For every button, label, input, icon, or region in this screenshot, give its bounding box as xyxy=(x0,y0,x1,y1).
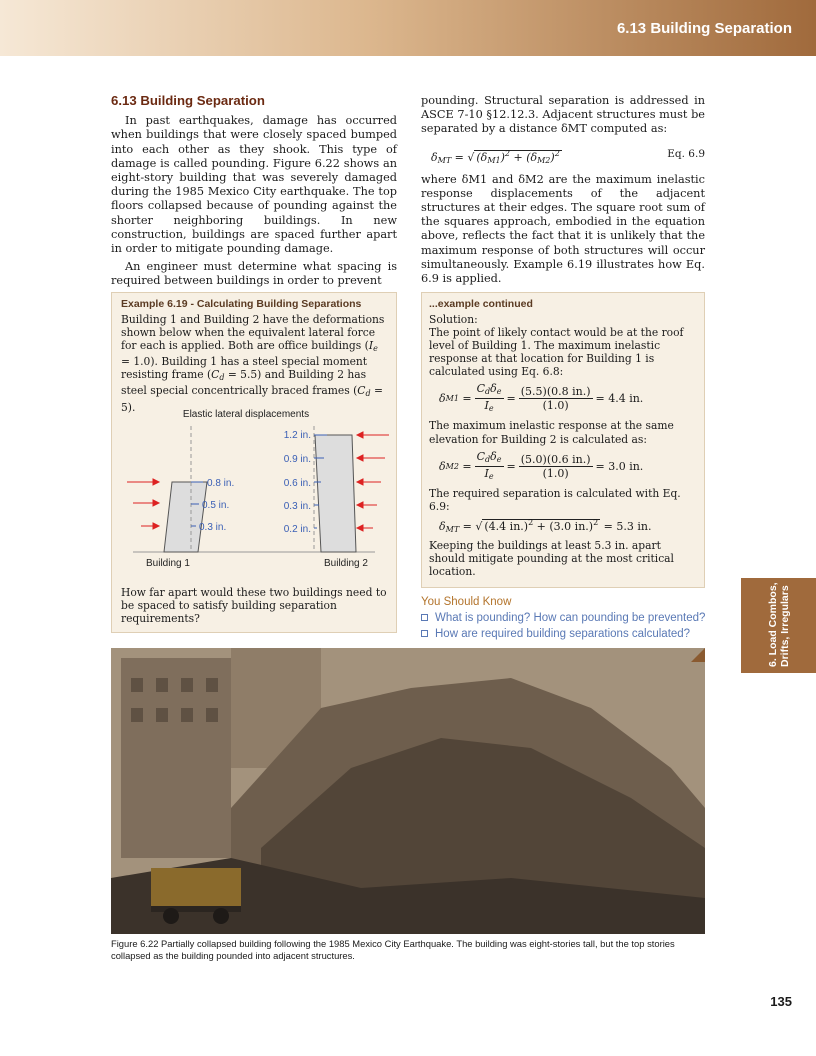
b2-label: 0.9 in. xyxy=(283,454,311,465)
left-column xyxy=(111,94,397,289)
force-arrows-building-1 xyxy=(127,479,159,529)
b2-label: 1.2 in. xyxy=(283,430,311,441)
chapter-tab-line: 6. Load Combos, xyxy=(766,582,779,667)
solution-text: The point of likely contact would be at the roof level of Building 1. The maximum inelastic response at that location for Building 1 is calculated using Eq. 6.8: xyxy=(429,326,684,379)
equation-dm2: δ M2 = $\frac{C_d\delta_e}{I_e}$ = $\frac{(5.0)(0.6 in.)}{(1.0)}$ = 3.0 in. xyxy=(439,449,644,481)
equation-dm1: δ M1 = $\frac{C_d\delta_e}{I_e}$ = $\frac{(5.5)(0.8 in.)}{(1.0)}$ = 4.4 in. xyxy=(439,382,644,414)
paragraph: An engineer must determine what spacing is required between buildings in order to prevent xyxy=(111,260,397,288)
right-column xyxy=(421,94,705,286)
solution-text: The maximum inelastic response at the same elevation for Building 2 is calculated as: xyxy=(429,419,674,446)
page-header xyxy=(0,0,816,56)
you-should-know-item: What is pounding? How can pounding be prevented? xyxy=(421,610,721,626)
solution-text: Keeping the buildings at least 5.3 in. apart should mitigate pounding at the most critical location. xyxy=(429,538,674,579)
b2-label: 0.3 in. xyxy=(283,501,311,512)
b2-label: 0.6 in. xyxy=(283,478,311,489)
solution-title: ...example continued xyxy=(429,298,533,310)
building-1-label: Building 1 xyxy=(146,558,190,569)
building-1-shape xyxy=(164,482,207,552)
b1-label: 0.8 in. xyxy=(207,478,235,489)
paragraph: pounding. Structural separation is addressed in ASCE 7-10 §12.12.3. Adjacent structures must be separated by a distance δMT computed as: xyxy=(421,94,705,136)
paragraph: where δM1 and δM2 are the maximum inelastic response displacements of the adjacent structures at their edges. The square root sum of the squares approach, embodied in the equation above, reflects the fact that it is unlikely that the maximum response of both structures will occur simultaneously. Example 6.19 illustrates how Eq. 6.9 is applied. xyxy=(421,172,705,286)
checkbox-icon xyxy=(421,614,428,621)
you-should-know-title: You Should Know xyxy=(421,596,512,608)
equation-6-9: $\delta_{MT}$ = √ $(\delta_{M1})^2 + (\delta_{M2})^2$ Eq. 6.9 xyxy=(431,147,705,165)
solution-label: Solution: xyxy=(429,313,478,326)
building-2-shape xyxy=(315,435,356,552)
equation-label: Eq. 6.9 xyxy=(667,147,705,160)
figure-caption: Figure 6.22 Partially collapsed building following the 1985 Mexico City Earthquake. The building was eight-stories tall, but the top stories collapsed as the building pounded into adjacent structures. xyxy=(111,938,675,961)
solution-box xyxy=(421,292,705,588)
paragraph: In past earthquakes, damage has occurred when buildings that were closely spaced bumped into each other as they shook. This type of damage is called pounding. Figure 6.22 shows an eight-story building that was severely damaged during the 1985 Mexico City earthquake. The top floors collapsed because of pounding against the shorter neighboring buildings. In new construction, buildings are spaced further apart in order to mitigate pounding damage. xyxy=(111,114,397,256)
force-arrows-building-2 xyxy=(357,432,389,531)
header-title: 6.13 Building Separation xyxy=(616,20,792,37)
example-title: Example 6.19 - Calculating Building Separations xyxy=(121,298,362,310)
example-question: How far apart would these two buildings need to be spaced to satisfy building separation requirements? xyxy=(121,586,387,626)
collapsed-building-photo xyxy=(111,648,705,934)
equation-dmt: $\delta_{MT}$ = √ (4.4 in.)$^2$ + (3.0 in.)$^2$ = 5.3 in. xyxy=(439,517,652,534)
b2-label: 0.2 in. xyxy=(283,524,311,535)
page-number: 135 xyxy=(770,994,792,1009)
section-heading: 6.13 Building Separation xyxy=(111,93,265,108)
checkbox-icon xyxy=(421,630,428,637)
you-should-know xyxy=(421,594,721,642)
solution-text: The required separation is calculated with Eq. 6.9: xyxy=(429,486,681,513)
b1-label: 0.5 in. xyxy=(202,500,230,511)
building-2-label: Building 2 xyxy=(324,558,368,569)
chapter-tab-line: Drifts, Irregulars xyxy=(778,585,791,667)
displacement-diagram xyxy=(111,404,397,572)
example-statement: Building 1 and Building 2 have the deformations shown below when the equivalent lateral force for each is applied. Both are office buildings $(I_e = 1.0)$. Building 1 has a steel special moment resisting frame $(C_d = 5.5)$ and Building 2 has steel special concentrically braced frames $(C_d = 5)$. xyxy=(121,313,385,414)
b1-label: 0.3 in. xyxy=(199,522,227,533)
chapter-tab xyxy=(741,578,816,673)
you-should-know-item: How are required building separations calculated? xyxy=(421,626,721,642)
diagram-title: Elastic lateral displacements xyxy=(182,409,310,420)
